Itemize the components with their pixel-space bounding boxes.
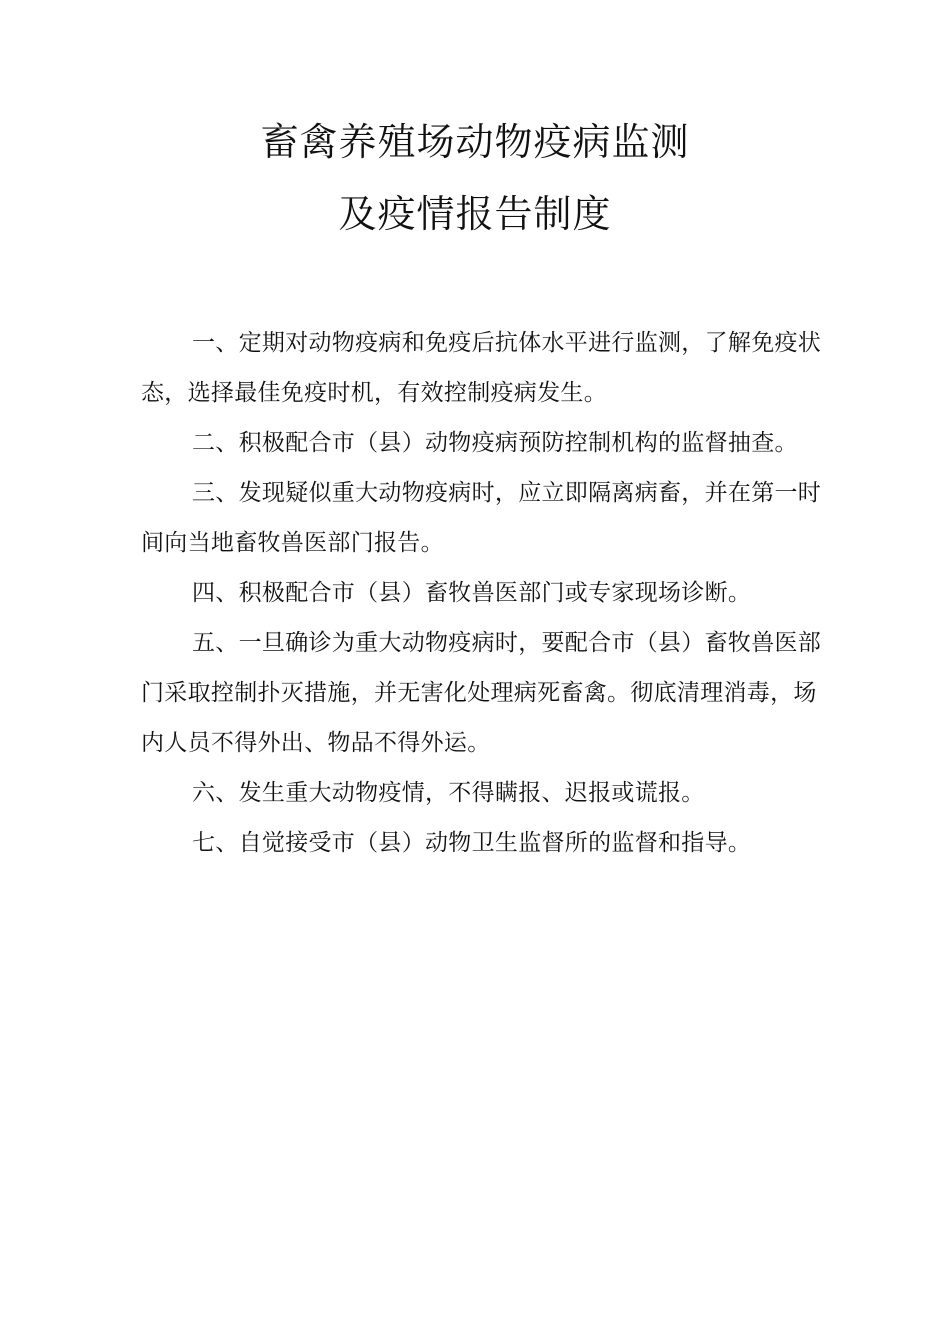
paragraph-2: 二、积极配合市（县）动物疫病预防控制机构的监督抽查。 — [192, 430, 798, 456]
document-title-line-2: 及疫情报告制度 — [338, 192, 612, 236]
paragraph-7: 七、自觉接受市（县）动物卫生监督所的监督和指导。 — [192, 830, 752, 856]
document-title-line-1: 畜禽养殖场动物疫病监测 — [260, 120, 690, 164]
paragraph-6: 六、发生重大动物疫情，不得瞒报、迟报或谎报。 — [192, 780, 705, 806]
paragraph-3: 三、发现疑似重大动物疫病时，应立即隔离病畜，并在第一时间向当地畜牧兽医部门报告。 — [141, 480, 822, 556]
document-body — [141, 318, 831, 868]
paragraph-1: 一、定期对动物疫病和免疫后抗体水平进行监测，了解免疫状态，选择最佳免疫时机，有效控制疫病发生。 — [141, 330, 822, 406]
paragraph-4: 四、积极配合市（县）畜牧兽医部门或专家现场诊断。 — [192, 580, 752, 606]
paragraph-5: 五、一旦确诊为重大动物疫病时，要配合市（县）畜牧兽医部门采取控制扑灭措施，并无害化处理病死畜禽。彻底清理消毒，场内人员不得外出、物品不得外运。 — [141, 630, 822, 756]
